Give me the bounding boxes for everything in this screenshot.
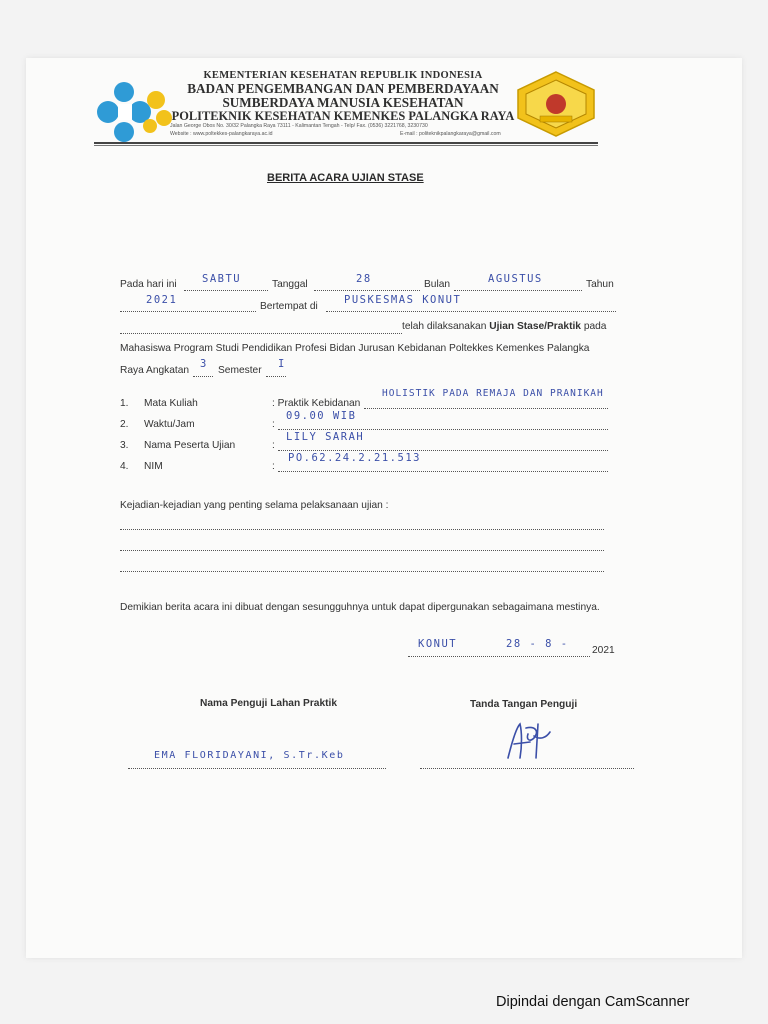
header-agency: BADAN PENGEMBANGAN DAN PEMBERDAYAAN (187, 81, 499, 96)
item-2-prefix: : (272, 419, 275, 430)
bulan-value: AGUSTUS (488, 273, 543, 285)
item-4-label: NIM (144, 461, 163, 472)
angkatan-value: 3 (200, 358, 208, 370)
item-4-num: 4. (120, 461, 129, 472)
item-1-label: Mata Kuliah (144, 398, 198, 409)
semester-dotted-line (266, 376, 286, 377)
header-agency-2: SUMBERDAYA MANUSIA KESEHATAN (222, 95, 464, 110)
item-4-value: PO.62.24.2.21.513 (288, 452, 421, 464)
item-1-prefix: : Praktik Kebidanan (272, 398, 361, 409)
hari-label: Pada hari ini (120, 279, 177, 290)
semester-value: I (278, 358, 286, 370)
tempat-value: PUSKESMAS KONUT (344, 294, 462, 306)
item-1-dotted-line (364, 408, 608, 409)
semester-label: Semester (218, 365, 262, 376)
header-website: Website : www.poltekkes-palangkaraya.ac.id (170, 131, 273, 137)
item-2-num: 2. (120, 419, 129, 430)
item-2-value: 09.00 WIB (286, 410, 357, 422)
hari-dotted-line (184, 290, 268, 291)
ttd-label: Tanda Tangan Penguji (470, 699, 578, 710)
tempat-dotted-line (326, 311, 616, 312)
tanggal-dotted-line (314, 290, 420, 291)
penguji-name: EMA FLORIDAYANI, S.Tr.Keb (154, 750, 345, 761)
angkatan-label: Raya Angkatan (120, 365, 190, 376)
tahun-label: Tahun (586, 279, 614, 290)
header-institution: POLITEKNIK KESEHATAN KEMENKES PALANGKA RAYA (171, 109, 515, 123)
date-value: 28 - 8 - (506, 638, 569, 650)
tanggal-label: Tanggal (272, 279, 308, 290)
kejadian-line-3 (120, 571, 604, 572)
kejadian-label: Kejadian-kejadian yang penting selama pelaksanaan ujian : (120, 500, 389, 511)
telah-text: telah dilaksanakan Ujian Stase/Praktik pada (402, 321, 607, 332)
header-address: Jalan George Obos No. 30/32 Palangka Raya 73111 - Kalimantan Tengah - Telp/ Fax. (0536) 3221768, 3230730 (170, 123, 428, 129)
tahun-dotted-line (120, 311, 256, 312)
angkatan-dotted-line (193, 376, 213, 377)
header-email: E-mail : politeknikpalangkaraya@gmail.com (400, 131, 501, 137)
tanggal-value: 28 (356, 273, 372, 285)
item-3-label: Nama Peserta Ujian (144, 440, 236, 451)
poltekkes-seal-icon (514, 70, 598, 138)
item-4-dotted-line (278, 471, 608, 472)
hari-value: SABTU (202, 273, 242, 285)
bulan-label: Bulan (424, 279, 451, 290)
kejadian-line-2 (120, 550, 604, 551)
item-4-prefix: : (272, 461, 275, 472)
place-date-dotted-line (408, 656, 590, 657)
item-3-dotted-line (278, 450, 608, 451)
header-rule-thin (94, 145, 598, 146)
blank-dotted-line (120, 333, 402, 334)
place-value: KONUT (418, 638, 458, 650)
camscanner-footer: Dipindai dengan CamScanner (496, 994, 690, 1010)
kejadian-line-1 (120, 529, 604, 530)
signature-icon (500, 718, 556, 764)
tahun-value: 2021 (146, 294, 178, 306)
kemenkes-logo-icon (94, 78, 176, 144)
demikian-text: Demikian berita acara ini dibuat dengan sesungguhnya untuk dapat dipergunakan sebagaimana mestinya. (120, 602, 600, 613)
penguji-name-line (128, 768, 386, 769)
item-3-num: 3. (120, 440, 129, 451)
item-2-label: Waktu/Jam (144, 419, 195, 430)
item-1-value: HOLISTIK PADA REMAJA DAN PRANIKAH (382, 388, 604, 399)
item-1-num: 1. (120, 398, 129, 409)
header-ministry: KEMENTERIAN KESEHATAN REPUBLIK INDONESIA (203, 70, 483, 81)
item-2-dotted-line (278, 429, 608, 430)
header-rule (94, 142, 598, 144)
penguji-label: Nama Penguji Lahan Praktik (200, 698, 338, 709)
signature-line (420, 768, 634, 769)
item-3-value: LILY SARAH (286, 431, 365, 443)
bulan-dotted-line (454, 290, 582, 291)
document-title: BERITA ACARA UJIAN STASE (267, 172, 424, 184)
year-value: 2021 (592, 645, 615, 656)
item-3-prefix: : (272, 440, 275, 451)
mahasiswa-text: Mahasiswa Program Studi Pendidikan Profesi Bidan Jurusan Kebidanan Poltekkes Kemenkes Palangka (120, 343, 590, 354)
bertempat-label: Bertempat di (260, 301, 318, 312)
